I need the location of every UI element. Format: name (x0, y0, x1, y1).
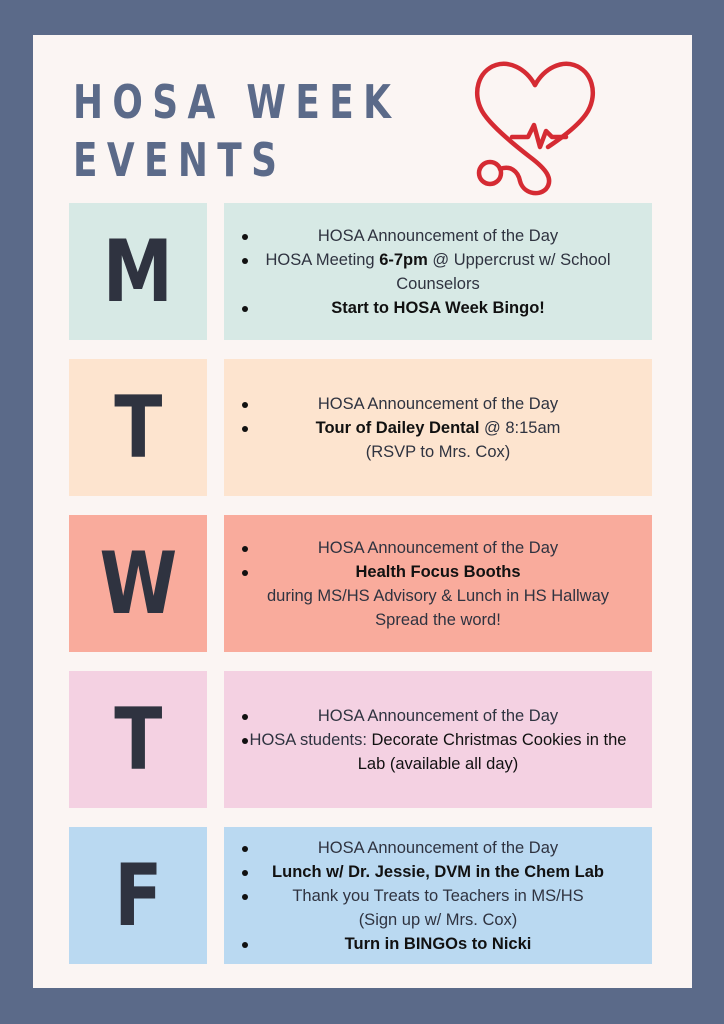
event-list (234, 536, 642, 632)
day-events-box (224, 203, 652, 340)
event-item: Lunch w/ Dr. Jessie, DVM in the Chem Lab (234, 860, 642, 884)
event-item: HOSA Announcement of the Day (234, 224, 642, 248)
event-item: HOSA Meeting 6-7pm @ Uppercrust w/ School Counselors (234, 248, 642, 296)
day-letter: T (113, 689, 163, 790)
day-letter: M (102, 221, 174, 322)
event-item: Thank you Treats to Teachers in MS/HS (234, 884, 642, 908)
event-item: Tour of Dailey Dental @ 8:15am (234, 416, 642, 440)
day-letter-box (69, 203, 207, 340)
event-list (234, 224, 642, 320)
day-events-box (224, 359, 652, 496)
day-letter-box (69, 359, 207, 496)
event-item: HOSA Announcement of the Day (234, 704, 642, 728)
page-title (73, 73, 400, 189)
event-item: HOSA students: Decorate Christmas Cookies in the Lab (available all day) (234, 728, 642, 776)
event-item-continued: Spread the word! (375, 610, 501, 629)
day-row-friday (69, 827, 652, 964)
event-list (234, 836, 642, 956)
event-item: Health Focus Booths (234, 560, 642, 584)
event-item: Turn in BINGOs to Nicki (234, 932, 642, 956)
day-letter: F (113, 845, 163, 946)
title-line-1: HOSA WEEK (73, 75, 401, 129)
day-letter-box (69, 827, 207, 964)
event-list (234, 392, 642, 464)
title-line-2: EVENTS (73, 133, 287, 187)
day-letter: T (113, 377, 163, 478)
day-events-box (224, 827, 652, 964)
heart-stethoscope-icon (468, 47, 603, 197)
day-events-box (224, 515, 652, 652)
event-item: HOSA Announcement of the Day (234, 392, 642, 416)
day-row-tuesday (69, 359, 652, 496)
event-item-continued: (Sign up w/ Mrs. Cox) (358, 910, 518, 929)
day-letter-box (69, 671, 207, 808)
flyer-page (33, 35, 692, 988)
event-item-continued: during MS/HS Advisory & Lunch in HS Hallway (266, 586, 610, 605)
event-list (234, 704, 642, 776)
day-letter-box (69, 515, 207, 652)
event-item-continued: (RSVP to Mrs. Cox) (365, 442, 511, 461)
day-row-monday (69, 203, 652, 340)
day-row-wednesday (69, 515, 652, 652)
event-item: HOSA Announcement of the Day (234, 536, 642, 560)
event-item: Start to HOSA Week Bingo! (234, 296, 642, 320)
day-events-box (224, 671, 652, 808)
event-item: HOSA Announcement of the Day (234, 836, 642, 860)
day-row-thursday (69, 671, 652, 808)
day-letter: W (99, 533, 177, 634)
